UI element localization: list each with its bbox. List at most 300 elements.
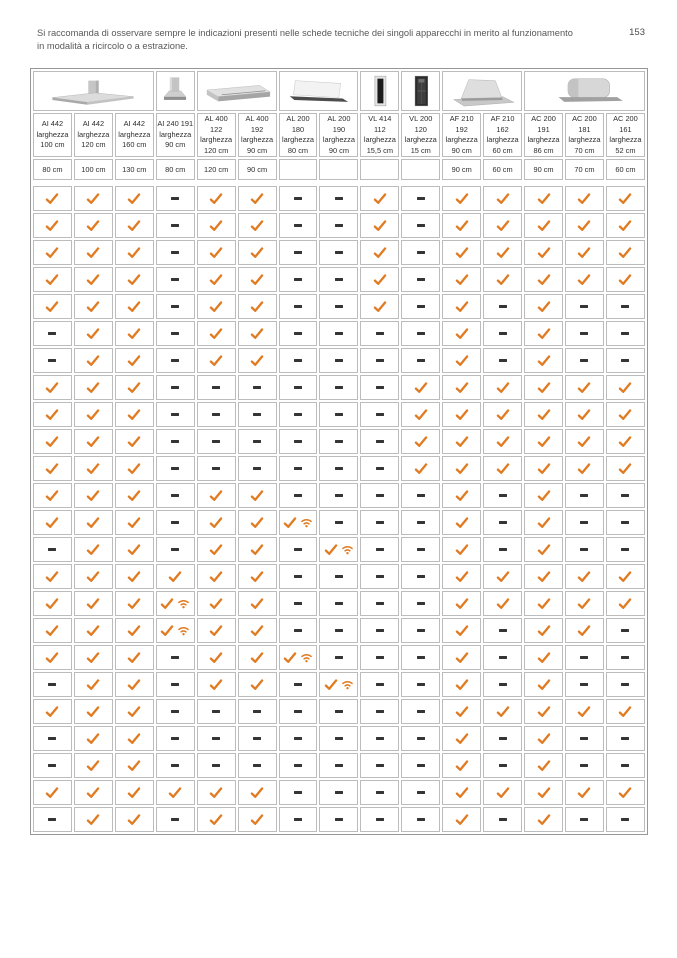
check-icon (168, 571, 182, 583)
feature-cell (401, 429, 440, 454)
feature-cell (156, 537, 195, 562)
dash-icon (335, 656, 343, 658)
feature-cell-content (361, 484, 398, 507)
product-model: AI 240 191 (157, 119, 194, 129)
feature-cell (115, 429, 154, 454)
check-icon (618, 220, 632, 232)
dash-icon (417, 791, 425, 793)
feature-cell-content (566, 376, 603, 399)
feature-cell (606, 429, 645, 454)
feature-cell-content (239, 592, 276, 615)
feature-cell-content (443, 322, 480, 345)
feature-cell-content (34, 646, 71, 669)
feature-cell-content (443, 430, 480, 453)
check-icon (537, 382, 551, 394)
dash-icon (621, 629, 629, 631)
check-icon (209, 787, 223, 799)
feature-cell (565, 699, 604, 724)
product-model: AC 200 161 (613, 114, 638, 134)
dash-icon (48, 818, 56, 820)
feature-cell (606, 726, 645, 751)
dash-icon (294, 710, 302, 712)
check-icon (86, 544, 100, 556)
check-icon (414, 382, 428, 394)
feature-cell-content (443, 538, 480, 561)
feature-cell (401, 321, 440, 346)
feature-cell (606, 321, 645, 346)
feature-cell (238, 375, 277, 400)
feature-cell-content (34, 268, 71, 291)
feature-cell-content (566, 295, 603, 318)
product-size: 90 cm (533, 165, 554, 174)
feature-cell (401, 726, 440, 751)
feature-cell-content (525, 781, 562, 804)
product-size-cell (238, 159, 277, 180)
dash-icon (335, 629, 343, 631)
check-icon (455, 517, 469, 529)
product-code-cell (401, 113, 440, 157)
feature-cell-content (198, 187, 235, 210)
feature-cell-content (198, 592, 235, 615)
check-icon (209, 814, 223, 826)
feature-cell-content (566, 673, 603, 696)
check-icon (45, 787, 59, 799)
product-model: AI 442 (41, 119, 64, 129)
feature-cell (565, 807, 604, 832)
feature-cell-content (75, 322, 112, 345)
feature-cell-content (525, 538, 562, 561)
product-model: AF 210 192 (449, 114, 474, 134)
dash-icon (335, 413, 343, 415)
feature-cell (197, 753, 236, 778)
feature-cell-content (239, 511, 276, 534)
dash-icon (48, 764, 56, 766)
check-icon (127, 301, 141, 313)
feature-cell (115, 618, 154, 643)
al-200-downdraft-cell (279, 71, 359, 111)
check-icon (496, 220, 510, 232)
feature-cell-content (402, 214, 439, 237)
dash-icon (376, 440, 384, 442)
product-width-label: larghezza (77, 129, 110, 139)
feature-cell (483, 402, 522, 427)
feature-cell-content (280, 727, 317, 750)
feature-cell-content (566, 214, 603, 237)
feature-cell-content (607, 187, 644, 210)
feature-cell (606, 618, 645, 643)
dash-icon (580, 548, 588, 550)
feature-cell-content (607, 349, 644, 372)
dash-icon (335, 737, 343, 739)
feature-cell-content (402, 484, 439, 507)
product-code-cell (360, 113, 399, 157)
feature-cell (33, 753, 72, 778)
feature-cell (401, 213, 440, 238)
feature-cell-content (443, 619, 480, 642)
check-icon (209, 544, 223, 556)
feature-cell-content (198, 673, 235, 696)
feature-cell (74, 375, 113, 400)
check-icon (618, 436, 632, 448)
dash-icon (376, 602, 384, 604)
check-icon (250, 544, 264, 556)
feature-cell-content (402, 457, 439, 480)
feature-cell-content (34, 322, 71, 345)
table-row (33, 294, 645, 319)
ai-240-wall-hood-image (158, 74, 192, 108)
feature-cell (606, 672, 645, 697)
dash-icon (621, 521, 629, 523)
feature-cell (33, 510, 72, 535)
feature-cell (360, 699, 399, 724)
feature-cell-content (443, 808, 480, 831)
check-icon (127, 328, 141, 340)
feature-cell (565, 483, 604, 508)
dash-icon (335, 494, 343, 496)
check-icon (209, 247, 223, 259)
feature-cell-content (34, 781, 71, 804)
feature-cell-content (607, 700, 644, 723)
feature-cell-content (280, 592, 317, 615)
feature-cell (279, 429, 318, 454)
feature-cell (197, 672, 236, 697)
dash-icon (253, 440, 261, 442)
feature-cell-content (239, 673, 276, 696)
feature-cell (115, 537, 154, 562)
page-note-line2: in modalità a ricircolo o a estrazione. (37, 41, 188, 51)
feature-cell (606, 213, 645, 238)
feature-cell-content (157, 376, 194, 399)
feature-cell (115, 510, 154, 535)
feature-cell (606, 402, 645, 427)
feature-cell (606, 456, 645, 481)
product-size: 120 cm (204, 165, 229, 174)
feature-cell-content (484, 565, 521, 588)
feature-cell (483, 456, 522, 481)
check-icon (455, 301, 469, 313)
check-icon (618, 463, 632, 475)
feature-cell (606, 537, 645, 562)
feature-cell-content (607, 727, 644, 750)
dash-icon (171, 413, 179, 415)
feature-cell (197, 213, 236, 238)
feature-cell (565, 240, 604, 265)
feature-cell-content (198, 754, 235, 777)
feature-cell (442, 753, 481, 778)
feature-cell-content (402, 430, 439, 453)
feature-cell (606, 753, 645, 778)
check-icon (127, 706, 141, 718)
feature-cell (524, 645, 563, 670)
feature-cell (442, 375, 481, 400)
feature-cell-content (402, 808, 439, 831)
check-icon (455, 274, 469, 286)
feature-cell (197, 483, 236, 508)
feature-cell-content (239, 808, 276, 831)
feature-cell (319, 213, 358, 238)
feature-cell (442, 402, 481, 427)
product-width: 15 cm (410, 145, 431, 155)
feature-cell-content (320, 403, 357, 426)
feature-cell-content (280, 754, 317, 777)
feature-cell (606, 564, 645, 589)
feature-cell-content (116, 268, 153, 291)
check-icon (86, 787, 100, 799)
feature-cell (401, 267, 440, 292)
feature-cell (197, 537, 236, 562)
table-row (33, 213, 645, 238)
feature-cell (565, 537, 604, 562)
feature-cell (483, 510, 522, 535)
feature-cell-content (239, 754, 276, 777)
feature-cell (360, 267, 399, 292)
check-icon (45, 652, 59, 664)
check-icon (455, 598, 469, 610)
feature-cell (33, 429, 72, 454)
dash-icon (417, 629, 425, 631)
dash-icon (294, 602, 302, 604)
feature-cell (197, 591, 236, 616)
feature-cell (115, 753, 154, 778)
dash-icon (171, 764, 179, 766)
table-row (33, 429, 645, 454)
feature-cell (74, 294, 113, 319)
feature-cell-content (484, 241, 521, 264)
dash-icon (48, 359, 56, 361)
feature-cell (197, 618, 236, 643)
feature-cell-content (525, 673, 562, 696)
feature-cell (156, 267, 195, 292)
feature-cell-content (566, 187, 603, 210)
product-width: 120 cm (204, 145, 229, 155)
feature-cell-content (34, 538, 71, 561)
feature-cell (33, 483, 72, 508)
feature-cell-content (280, 295, 317, 318)
feature-cell-content (361, 673, 398, 696)
feature-cell-content (402, 376, 439, 399)
feature-cell-content (34, 565, 71, 588)
dash-icon (621, 548, 629, 550)
feature-cell-content (402, 619, 439, 642)
feature-cell-content (320, 808, 357, 831)
feature-cell (238, 807, 277, 832)
feature-cell-content (566, 781, 603, 804)
check-icon (537, 571, 551, 583)
feature-cell-content (361, 781, 398, 804)
feature-cell-content (607, 268, 644, 291)
feature-cell-content (443, 187, 480, 210)
check-icon (45, 490, 59, 502)
feature-cell-content (116, 349, 153, 372)
product-model: AC 200 181 (572, 114, 597, 134)
feature-cell-content (239, 430, 276, 453)
check-icon (455, 220, 469, 232)
dash-icon (499, 629, 507, 631)
dash-icon (171, 710, 179, 712)
product-width: 90 cm (247, 145, 268, 155)
feature-cell (197, 321, 236, 346)
feature-cell (401, 537, 440, 562)
dash-icon (335, 764, 343, 766)
dash-icon (499, 737, 507, 739)
feature-cell (156, 402, 195, 427)
dash-icon (48, 332, 56, 334)
feature-cell-content (75, 538, 112, 561)
feature-cell (565, 645, 604, 670)
dash-icon (335, 359, 343, 361)
feature-cell (115, 645, 154, 670)
product-width: 90 cm (328, 145, 349, 155)
dash-icon (376, 710, 384, 712)
check-icon (127, 571, 141, 583)
check-icon (86, 652, 100, 664)
dash-icon (417, 305, 425, 307)
feature-cell (197, 699, 236, 724)
feature-cell (360, 294, 399, 319)
check-icon (209, 490, 223, 502)
product-compatibility-table (31, 69, 647, 834)
check-icon (577, 409, 591, 421)
feature-cell-content (525, 430, 562, 453)
dash-icon (253, 467, 261, 469)
feature-cell (279, 591, 318, 616)
feature-cell (360, 375, 399, 400)
feature-cell (524, 618, 563, 643)
table-row (33, 240, 645, 265)
dash-icon (621, 656, 629, 658)
feature-cell (279, 780, 318, 805)
dash-icon (376, 791, 384, 793)
feature-cell (442, 780, 481, 805)
dash-icon (212, 440, 220, 442)
feature-cell-content (34, 700, 71, 723)
feature-cell-content (484, 214, 521, 237)
check-icon (618, 193, 632, 205)
feature-cell (33, 294, 72, 319)
check-icon (45, 436, 59, 448)
feature-cell-content (484, 376, 521, 399)
product-model: VL 414 112 (368, 114, 392, 134)
dash-icon (499, 332, 507, 334)
check-icon (496, 409, 510, 421)
feature-cell-content (402, 646, 439, 669)
feature-cell (442, 537, 481, 562)
feature-cell-content (607, 754, 644, 777)
check-icon (86, 706, 100, 718)
feature-cell (279, 537, 318, 562)
feature-cell-content (443, 646, 480, 669)
feature-cell (279, 294, 318, 319)
feature-cell (279, 807, 318, 832)
feature-cell-content (525, 241, 562, 264)
feature-cell (360, 807, 399, 832)
dash-icon (335, 224, 343, 226)
feature-cell-content (484, 322, 521, 345)
feature-cell (524, 375, 563, 400)
table-row (33, 267, 645, 292)
feature-cell (156, 672, 195, 697)
feature-cell (156, 294, 195, 319)
dash-icon (621, 359, 629, 361)
feature-cell-content (239, 214, 276, 237)
feature-cell (33, 699, 72, 724)
feature-cell (442, 348, 481, 373)
feature-cell-content (198, 538, 235, 561)
dash-icon (171, 224, 179, 226)
feature-cell-content (116, 538, 153, 561)
feature-cell (115, 726, 154, 751)
dash-icon (376, 818, 384, 820)
feature-cell-content (361, 241, 398, 264)
feature-cell (319, 726, 358, 751)
feature-cell (524, 240, 563, 265)
check-icon (373, 193, 387, 205)
dash-icon (376, 359, 384, 361)
feature-cell (401, 564, 440, 589)
feature-cell (279, 375, 318, 400)
feature-cell-content (607, 484, 644, 507)
product-size-cell (156, 159, 195, 180)
feature-cell-content (566, 646, 603, 669)
feature-cell-content (484, 484, 521, 507)
feature-cell-content (75, 403, 112, 426)
feature-cell-content (443, 484, 480, 507)
product-code-cell (279, 113, 318, 157)
check-icon (250, 652, 264, 664)
feature-cell-content (75, 727, 112, 750)
feature-cell (156, 375, 195, 400)
check-icon (250, 571, 264, 583)
feature-cell (279, 348, 318, 373)
check-icon (577, 436, 591, 448)
feature-cell-content (484, 646, 521, 669)
feature-cell-content (402, 700, 439, 723)
feature-cell-content (75, 214, 112, 237)
check-icon (250, 814, 264, 826)
feature-cell-content (607, 376, 644, 399)
feature-cell (565, 591, 604, 616)
product-width-label: larghezza (363, 135, 396, 144)
feature-cell (483, 699, 522, 724)
feature-cell (442, 510, 481, 535)
feature-cell (319, 591, 358, 616)
dash-icon (294, 737, 302, 739)
feature-cell (483, 645, 522, 670)
feature-cell (238, 591, 277, 616)
feature-cell-content (607, 808, 644, 831)
feature-cell-content (566, 322, 603, 345)
product-width-label: larghezza (568, 135, 601, 144)
check-icon (45, 625, 59, 637)
feature-cell-content (361, 187, 398, 210)
feature-cell-content (34, 295, 71, 318)
dash-icon (580, 359, 588, 361)
feature-cell-content (607, 430, 644, 453)
product-size: 80 cm (42, 165, 63, 174)
check-icon (283, 652, 297, 664)
feature-cell-content (361, 727, 398, 750)
dash-icon (294, 197, 302, 199)
vl-200-vario-vent-cell (401, 71, 440, 111)
feature-cell (319, 618, 358, 643)
feature-cell-content (239, 241, 276, 264)
feature-cell (115, 780, 154, 805)
feature-cell (360, 456, 399, 481)
check-icon (577, 247, 591, 259)
check-icon (537, 733, 551, 745)
feature-cell (524, 564, 563, 589)
feature-cell-content (484, 727, 521, 750)
